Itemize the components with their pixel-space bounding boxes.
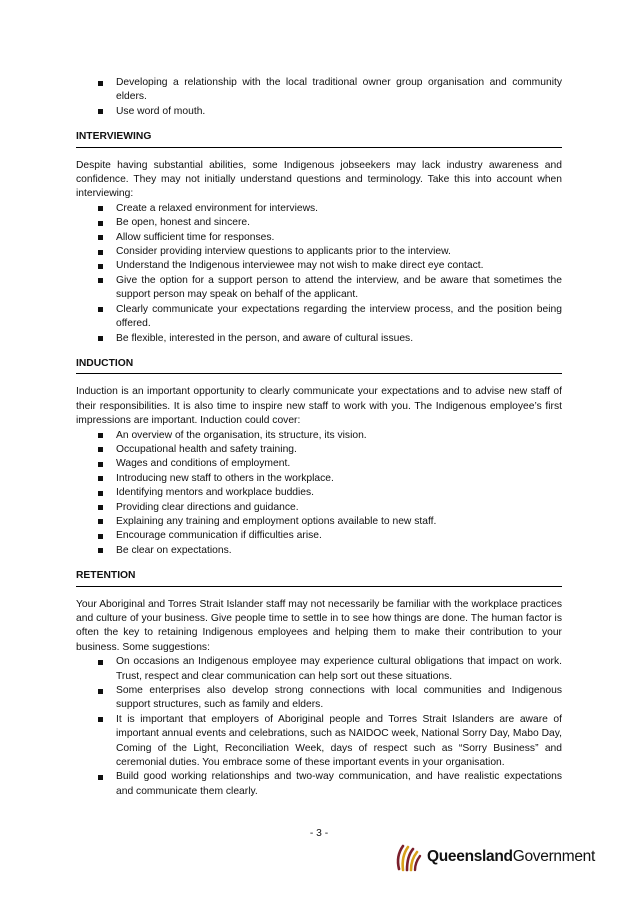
list-item: Be flexible, interested in the person, and aware of cultural issues. [116, 332, 562, 346]
section-paragraph-induction: Induction is an important opportunity to clearly communicate your expectations and to advise new staff of their responsibilities. It is also time to inspire new staff to work with you. The Indigenous employee’s first impressions are important. Induction could cover: [76, 386, 562, 427]
list-item: Clearly communicate your expectations regarding the interview process, and the position being offered. [116, 303, 562, 332]
list-item: An overview of the organisation, its structure, its vision. [116, 429, 562, 443]
list-item: Be clear on expectations. [116, 544, 562, 558]
section-heading-retention: RETENTION [76, 569, 562, 586]
list-item: Consider providing interview questions to applicants prior to the interview. [116, 245, 562, 259]
queensland-government-logo [393, 839, 595, 875]
interviewing-bullet-list [76, 202, 562, 346]
section-paragraph-retention: Your Aboriginal and Torres Strait Islander staff may not necessarily be familiar with the workplace practices and culture of your business. Give people time to settle in to see how things are done. The human factor is often the key to retaining Indigenous employees and helping them to make their contribution to your business. Some suggestions: [76, 598, 562, 653]
section-paragraph-interviewing: Despite having substantial abilities, some Indigenous jobseekers may lack industry awareness and confidence. They may not initially understand questions and terminology. Take this into account when interviewing: [76, 159, 562, 200]
section-heading-interviewing: INTERVIEWING [76, 130, 562, 147]
list-item: Some enterprises also develop strong connections with local communities and Indigenous support structures, such as family and elders. [116, 684, 562, 713]
list-item: Build good working relationships and two-way communication, and have realistic expectations and communicate them clearly. [116, 770, 562, 799]
list-item: Explaining any training and employment options available to new staff. [116, 515, 562, 529]
list-item: Wages and conditions of employment. [116, 457, 562, 471]
list-item: Introducing new staff to others in the workplace. [116, 472, 562, 486]
list-item: Occupational health and safety training. [116, 443, 562, 457]
intro-bullet-list [76, 76, 562, 119]
list-item: Understand the Indigenous interviewee may not wish to make direct eye contact. [116, 259, 562, 273]
page-number: - 3 - [309, 828, 329, 839]
list-item: Use word of mouth. [116, 105, 562, 119]
logo-wordmark [427, 848, 595, 866]
list-item: Create a relaxed environment for interviews. [116, 202, 562, 216]
logo-wordmark-regular: Government [512, 848, 596, 865]
list-item: Give the option for a support person to attend the interview, and be aware that sometimes the support person may speak on behalf of the applicant. [116, 274, 562, 303]
list-item: Identifying mentors and workplace buddies. [116, 486, 562, 500]
section-heading-induction: INDUCTION [76, 357, 562, 374]
retention-bullet-list [76, 655, 562, 799]
list-item: It is important that employers of Aboriginal people and Torres Strait Islanders are aware of important annual events and celebrations, such as NAIDOC week, National Sorry Day, Mabo Day, Coming of the Light, Reconciliation Week, days of respect such as “Sorry Business” and ceremonial duties. You embrace some of these important events in your organisation. [116, 713, 562, 771]
list-item: Encourage communication if difficulties arise. [116, 529, 562, 543]
queensland-emblem-icon [393, 841, 423, 873]
document-page [76, 76, 562, 799]
list-item: On occasions an Indigenous employee may experience cultural obligations that impact on work. Trust, respect and clear communication can help sort out these situations. [116, 655, 562, 684]
logo-wordmark-bold: Queensland [427, 848, 513, 865]
list-item: Developing a relationship with the local traditional owner group organisation and community elders. [116, 76, 562, 105]
list-item: Allow sufficient time for responses. [116, 231, 562, 245]
list-item: Providing clear directions and guidance. [116, 501, 562, 515]
induction-bullet-list [76, 429, 562, 559]
list-item: Be open, honest and sincere. [116, 216, 562, 230]
